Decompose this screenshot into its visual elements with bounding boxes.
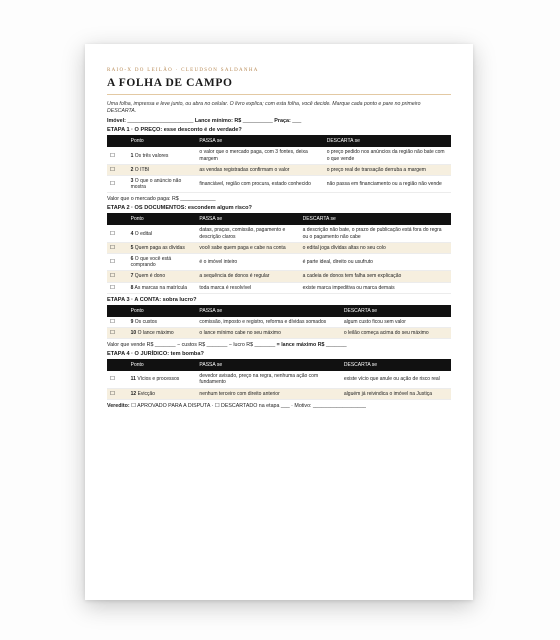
passa-cell: é o imóvel inteiro xyxy=(196,254,299,271)
lance-label: Lance mínimo: R$ xyxy=(194,118,242,125)
passa-cell: financiável, região com procura, estado conhecido xyxy=(196,176,323,193)
passa-cell: o valor que o mercado paga, com 3 fontes, deixa margem xyxy=(196,147,323,164)
descarta-cell: alguém já reivindica o imóvel na Justiça xyxy=(341,388,451,399)
passa-cell: você sabe quem paga e cabe na conta xyxy=(196,242,299,253)
descarta-cell: o preço real de transação derruba a margem xyxy=(324,164,451,175)
point-name: O edital xyxy=(134,230,153,237)
checkbox-1[interactable]: ☐ xyxy=(107,147,128,164)
col-passa: PASSA se xyxy=(196,359,340,371)
checkbox-12[interactable]: ☐ xyxy=(107,388,128,399)
descarta-cell: existe marca impeditiva ou marca demais xyxy=(300,282,451,293)
stage-2-table xyxy=(107,213,451,293)
table-header-row xyxy=(107,359,451,371)
passa-cell: o lance mínimo cabe no seu máximo xyxy=(196,328,340,339)
col-ponto: Ponto xyxy=(128,135,197,147)
title-divider xyxy=(107,94,451,95)
formula-costs: − custos R$ xyxy=(177,342,206,349)
stage-3-title: ETAPA 3 · A CONTA: sobra lucro? xyxy=(107,296,197,303)
formula-sell: Valor que vende R$ xyxy=(107,342,154,349)
point-name: O lance máximo xyxy=(137,330,174,337)
col-ponto: Ponto xyxy=(128,213,197,225)
stage-1-title: ETAPA 1 · O PREÇO: esse desconto é de verdade? xyxy=(107,127,242,134)
verdict-label: Veredito: xyxy=(107,402,130,409)
passa-cell: comissão, imposto e registro, reforma e dívidas somados xyxy=(196,317,340,328)
table-row xyxy=(107,164,451,175)
passa-cell: as vendas registradas confirmam o valor xyxy=(196,164,323,175)
page-title: A FOLHA DE CAMPO xyxy=(107,77,233,89)
point-name: Os custos xyxy=(134,318,158,325)
checkbox-4[interactable]: ☐ xyxy=(107,225,128,242)
point-number: 12 xyxy=(130,390,137,397)
descarta-cell: é parte ideal, direito ou usufruto xyxy=(300,254,451,271)
table-row xyxy=(107,242,451,253)
descarta-cell: a cadeia de donos tem falha sem explicação xyxy=(300,271,451,282)
table-header-row xyxy=(107,135,451,147)
table-row xyxy=(107,371,451,388)
table-row xyxy=(107,282,451,293)
checkbox-11[interactable]: ☐ xyxy=(107,371,128,388)
point-name: O que o anúncio não mostra xyxy=(130,178,182,191)
point-name: Vícios e processos xyxy=(137,376,180,383)
descarta-cell: o preço pedido nos anúncios da região não bate com o que vende xyxy=(324,147,451,164)
point-name: As marcas na matrícula xyxy=(134,284,188,291)
stage-4-table xyxy=(107,359,451,400)
formula-profit: − lucro R$ xyxy=(228,342,254,349)
table-row xyxy=(107,147,451,164)
point-number: 1 xyxy=(130,152,134,159)
imovel-label: Imóvel: xyxy=(107,118,126,125)
imovel-blank: ______________________ xyxy=(127,118,194,125)
intro-text: Uma folha, impressa e leve junto, ou abra no celular. O livro explica; com esta folha, você decide. Marque cada ponto e pare no primeiro DESCARTA. xyxy=(107,101,421,115)
point-name: Quem paga as dívidas xyxy=(134,244,185,251)
table-row xyxy=(107,388,451,399)
point-number: 2 xyxy=(130,166,134,173)
praca-blank: ___ xyxy=(292,118,302,125)
point-number: 11 xyxy=(130,376,136,383)
market-value-line: Valor que o mercado paga: R$ ____________ xyxy=(107,196,216,203)
col-passa: PASSA se xyxy=(196,213,299,225)
checkbox-10[interactable]: ☐ xyxy=(107,328,128,339)
verdict-line xyxy=(107,402,451,410)
checkbox-9[interactable]: ☐ xyxy=(107,317,128,328)
stage-3-table xyxy=(107,305,451,339)
verdict-options[interactable]: ☐ APROVADO PARA A DISPUTA · ☐ DESCARTADO na etapa ___ · Motivo: __________________ xyxy=(131,402,366,409)
point-name: Os três valores xyxy=(134,152,169,159)
checkbox-7[interactable]: ☐ xyxy=(107,271,128,282)
passa-cell: a sequência de donos é regular xyxy=(196,271,299,282)
descarta-cell: o edital joga dívidas altas no seu colo xyxy=(300,242,451,253)
formula-blank: _______ xyxy=(154,342,176,349)
col-descarta: DESCARTA se xyxy=(341,359,451,371)
point-name: Quem é dono xyxy=(134,273,166,280)
point-number: 9 xyxy=(130,318,134,325)
descarta-cell: existe vício que anule ou ação de risco real xyxy=(341,371,451,388)
stage-1-table xyxy=(107,135,451,193)
max-bid-formula xyxy=(107,341,451,349)
col-passa: PASSA se xyxy=(196,305,340,317)
table-row xyxy=(107,176,451,193)
table-row xyxy=(107,225,451,242)
passa-cell: toda marca é resolvível xyxy=(196,282,299,293)
table-row xyxy=(107,254,451,271)
table-header-row xyxy=(107,213,451,225)
descarta-cell: algum custo ficou sem valor xyxy=(341,317,451,328)
col-descarta: DESCARTA se xyxy=(324,135,451,147)
passa-cell: devedor avisado, preço na regra, nenhuma ação com fundamento xyxy=(196,371,340,388)
stage-2-title: ETAPA 2 · OS DOCUMENTOS: escondem algum risco? xyxy=(107,205,252,212)
formula-blank: _______ xyxy=(325,342,347,349)
checkbox-3[interactable]: ☐ xyxy=(107,176,128,193)
point-number: 6 xyxy=(130,256,134,263)
col-ponto: Ponto xyxy=(128,359,197,371)
point-number: 3 xyxy=(130,178,134,185)
table-header-row xyxy=(107,305,451,317)
formula-blank: _______ xyxy=(206,342,228,349)
point-number: 8 xyxy=(130,284,134,291)
passa-cell: datas, praças, comissão, pagamento e descrição claros xyxy=(196,225,299,242)
point-number: 4 xyxy=(130,230,134,237)
property-fields xyxy=(107,117,451,125)
checkbox-6[interactable]: ☐ xyxy=(107,254,128,271)
formula-blank: _______ xyxy=(254,342,276,349)
col-passa: PASSA se xyxy=(196,135,323,147)
point-number: 5 xyxy=(130,244,134,251)
passa-cell: nenhum terceiro com direito anterior xyxy=(196,388,340,399)
series-kicker: RAIO-X DO LEILÃO · CLEUDSON SALDANHA xyxy=(107,68,259,73)
descarta-cell: o leilão começa acima do seu máximo xyxy=(341,328,451,339)
praca-label: Praça: xyxy=(274,118,291,125)
checkbox-8[interactable]: ☐ xyxy=(107,282,128,293)
table-row xyxy=(107,317,451,328)
stage-4-title: ETAPA 4 · O JURÍDICO: tem bomba? xyxy=(107,351,204,358)
point-name: O ITBI xyxy=(134,166,150,173)
col-ponto: Ponto xyxy=(128,305,197,317)
descarta-cell: não passa em financiamento ou a região não vende xyxy=(324,176,451,193)
point-number: 10 xyxy=(130,330,137,337)
point-number: 7 xyxy=(130,273,134,280)
col-descarta: DESCARTA se xyxy=(300,213,451,225)
checkbox-2[interactable]: ☐ xyxy=(107,164,128,175)
lance-blank: __________ xyxy=(242,118,273,125)
checkbox-5[interactable]: ☐ xyxy=(107,242,128,253)
point-name: O que você está comprando xyxy=(130,256,172,269)
point-name: Evicção xyxy=(137,390,156,397)
table-row xyxy=(107,271,451,282)
document-sheet xyxy=(85,44,473,600)
col-descarta: DESCARTA se xyxy=(341,305,451,317)
descarta-cell: a descrição não bate, o prazo de publicação está fora do regra ou o pagamento não cabe xyxy=(300,225,451,242)
formula-result: = lance máximo R$ xyxy=(276,342,325,349)
table-row xyxy=(107,328,451,339)
